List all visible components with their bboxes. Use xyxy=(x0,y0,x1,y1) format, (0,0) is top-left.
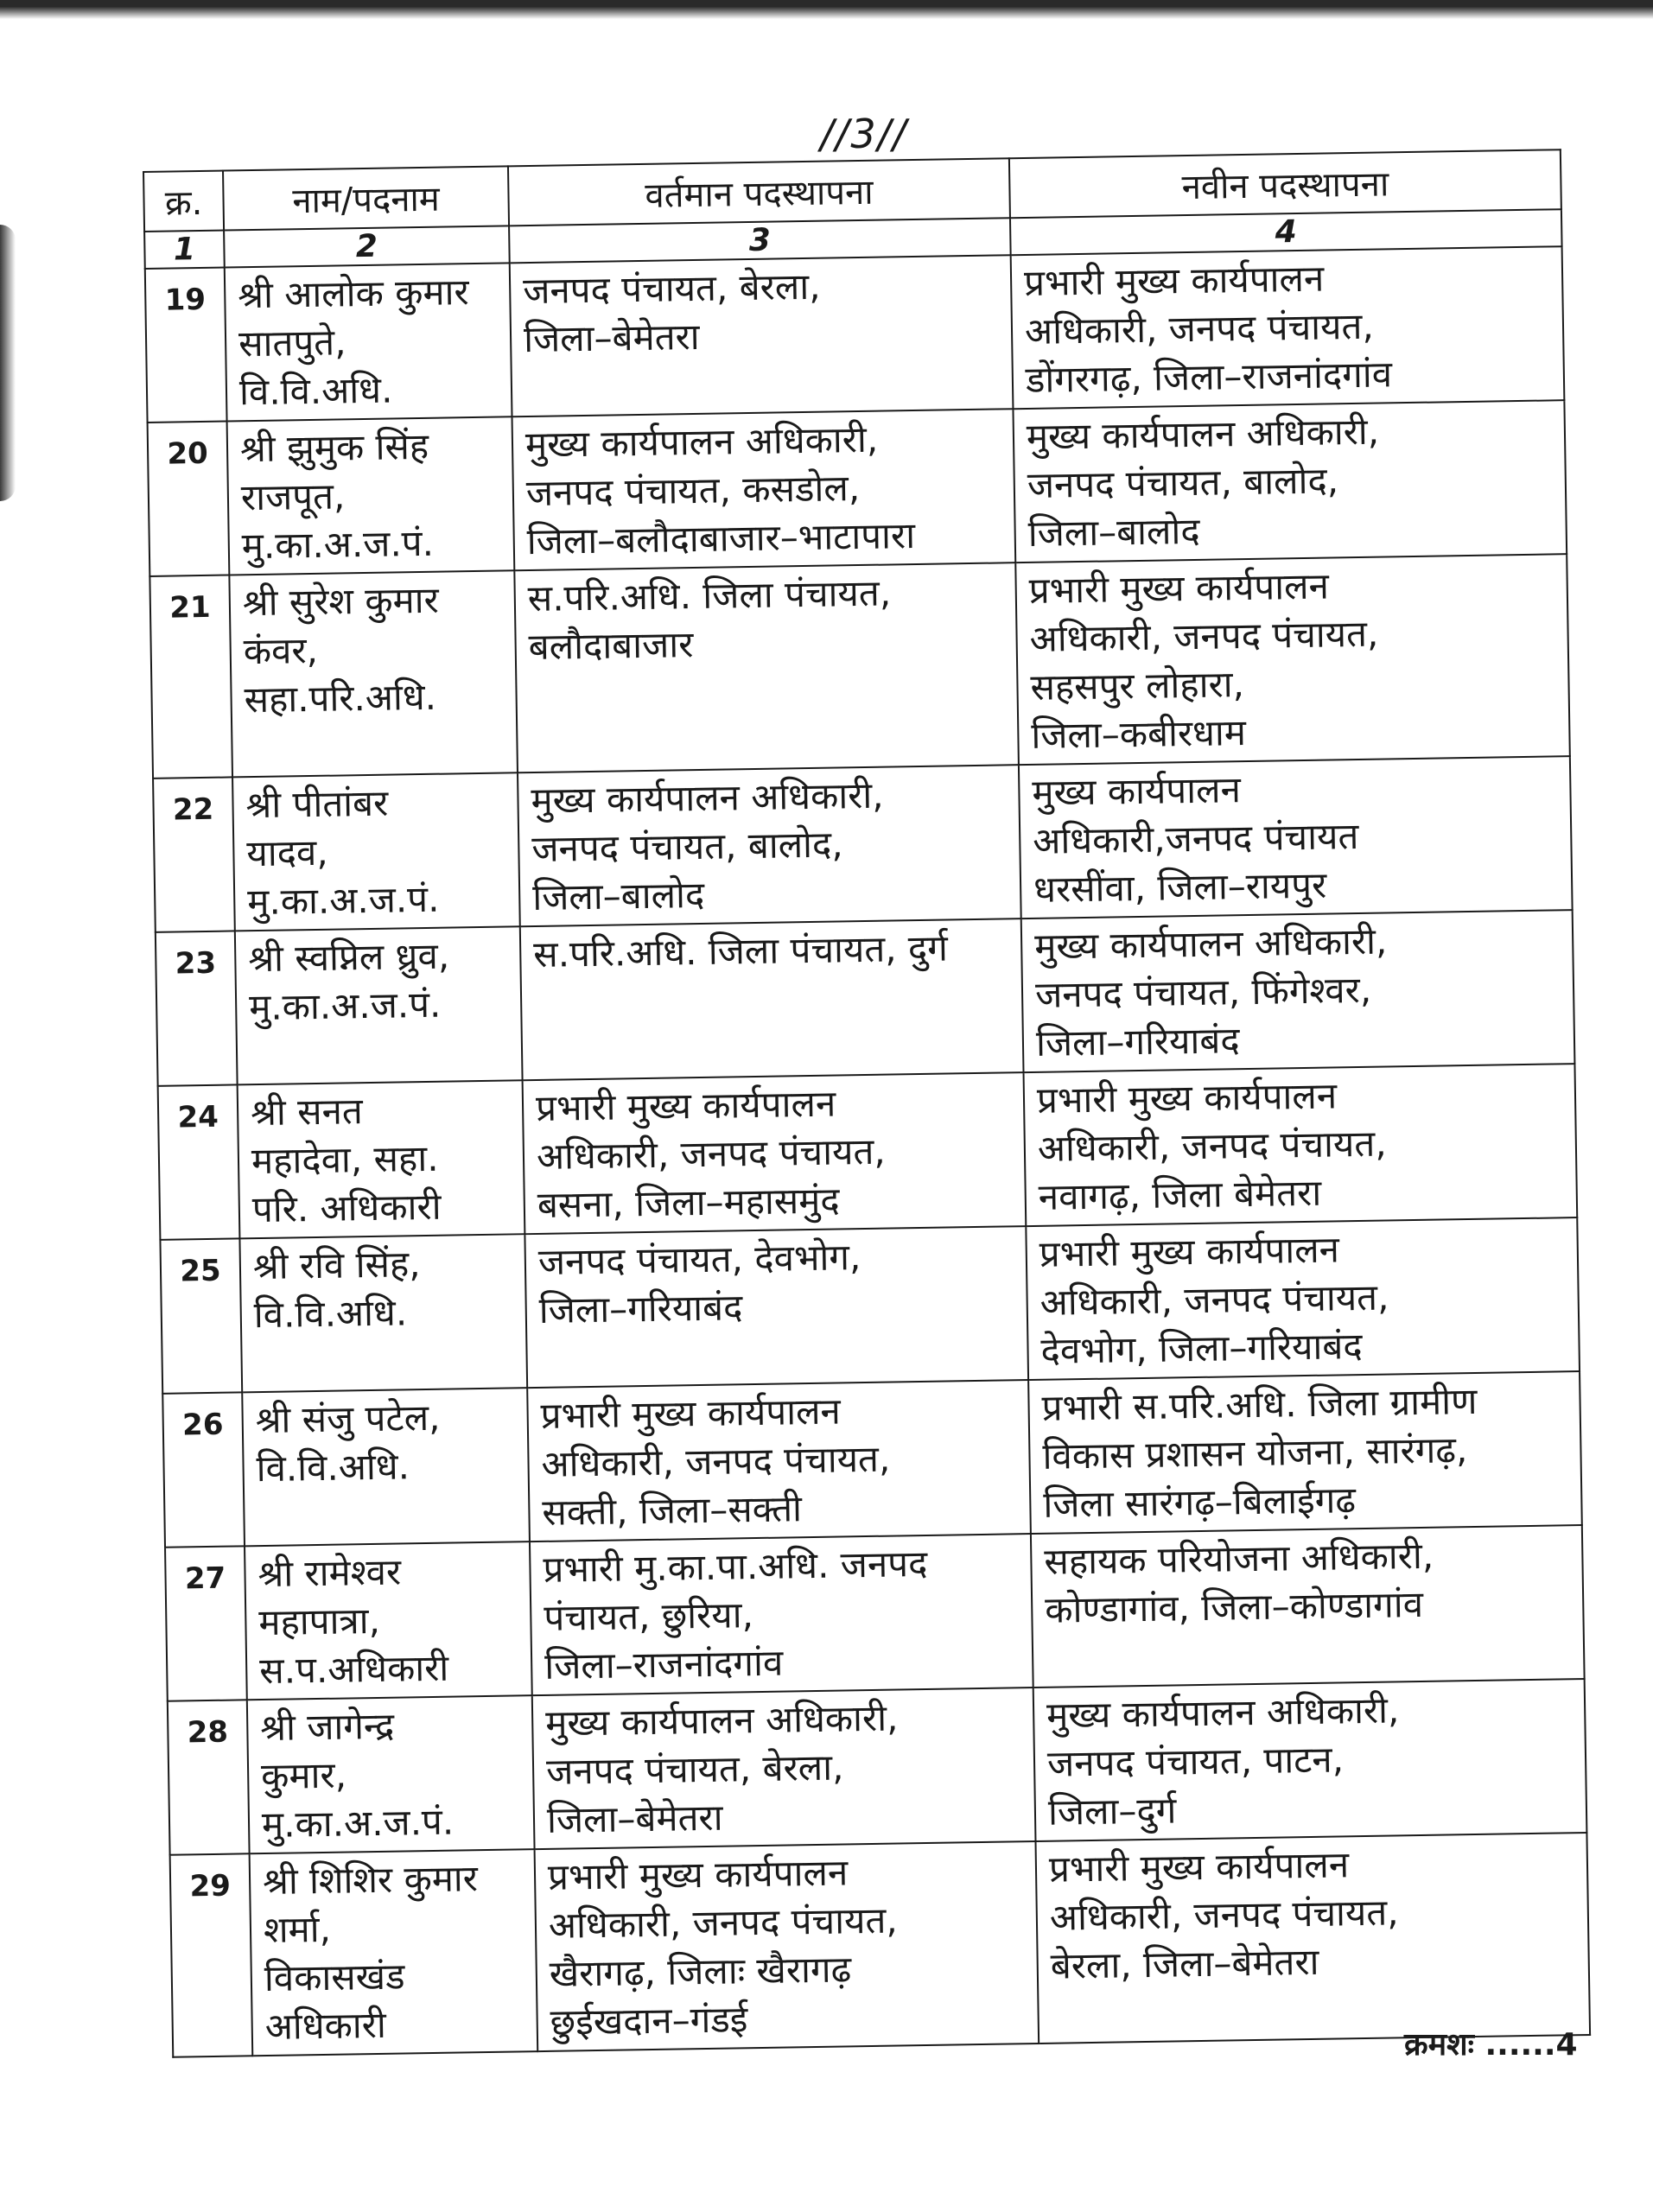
serial-number: 29 xyxy=(170,1853,253,2056)
officer-name-cell xyxy=(235,926,523,1084)
current-posting-line: प्रभारी मुख्य कार्यपालन xyxy=(540,1389,842,1437)
new-posting-line: सहसपुर लोहारा, xyxy=(1030,663,1245,709)
new-posting-line: जिला–दुर्ग xyxy=(1047,1789,1177,1834)
new-posting-line: जिला–गरियाबंद xyxy=(1035,1019,1240,1065)
current-posting-line: अधिकारी, जनपद पंचायत, xyxy=(548,1898,899,1947)
new-posting-cell xyxy=(1021,910,1575,1072)
new-posting-line: जनपद पंचायत, पाटन, xyxy=(1046,1738,1345,1785)
new-posting-cell xyxy=(1031,1525,1585,1688)
current-posting-line: बसना, जिला–महासमुंद xyxy=(537,1179,840,1226)
table-row xyxy=(145,246,1565,423)
current-posting-line: मुख्य कार्यपालन अधिकारी, xyxy=(525,417,879,467)
table-row xyxy=(156,910,1575,1086)
table-body xyxy=(145,246,1590,2057)
table-row xyxy=(162,1371,1582,1548)
table-row xyxy=(165,1525,1585,1701)
current-posting-line: जनपद पंचायत, कसडोल, xyxy=(525,467,861,515)
current-posting-line: जिला–बलौदाबाजार–भाटापारा xyxy=(526,514,916,563)
table-row xyxy=(168,1679,1587,1855)
officer-name-line: श्री रामेश्वर xyxy=(257,1550,402,1596)
new-posting-line: अधिकारी, जनपद पंचायत, xyxy=(1049,1891,1399,1939)
new-posting-cell xyxy=(1035,1833,1590,2044)
current-posting-cell xyxy=(535,1841,1039,2051)
table-row xyxy=(149,554,1569,779)
new-posting-line: जनपद पंचायत, बालोद, xyxy=(1027,459,1339,506)
officer-name-line: श्री संजु पटेल, xyxy=(255,1395,441,1442)
new-posting-line: प्रभारी मुख्य कार्यपालन xyxy=(1023,257,1325,304)
officer-name-line: परि. अधिकारी xyxy=(251,1185,442,1231)
officer-name-cell xyxy=(242,1388,530,1546)
current-posting-cell xyxy=(510,255,1014,416)
current-posting-cell xyxy=(514,563,1019,772)
new-posting-cell xyxy=(1028,1371,1582,1534)
current-posting-cell xyxy=(527,1380,1031,1541)
new-posting-line: नवागढ़, जिला बेमेतरा xyxy=(1038,1171,1322,1218)
officer-name-cell xyxy=(225,263,512,421)
new-posting-line: डोंगरगढ़, जिला–राजनांदगांव xyxy=(1025,353,1393,401)
new-posting-line: सहायक परियोजना अधिकारी, xyxy=(1044,1534,1434,1583)
officer-name-cell xyxy=(247,1695,535,1853)
new-posting-line: विकास प्रशासन योजना, सारंगढ़, xyxy=(1042,1428,1468,1478)
new-posting-cell xyxy=(1019,756,1573,918)
new-posting-line: प्रभारी मुख्य कार्यपालन xyxy=(1036,1074,1338,1122)
serial-number: 21 xyxy=(149,575,232,778)
new-posting-line: जिला सारंगढ़–बिलाईगढ़ xyxy=(1042,1478,1357,1526)
officer-name-cell xyxy=(245,1541,532,1700)
officer-name-cell xyxy=(229,570,518,777)
officer-name-cell xyxy=(239,1234,527,1392)
officer-name-line: महादेवा, सहा. xyxy=(251,1136,439,1183)
officer-name-line: राजपूत, xyxy=(240,474,346,519)
column-number: 1 xyxy=(144,231,225,269)
new-posting-line: कोण्डागांव, जिला–कोण्डागांव xyxy=(1044,1582,1424,1631)
page-edge-shadow-top xyxy=(0,0,1653,19)
officer-name-line: कुमार, xyxy=(260,1753,347,1798)
officer-name-line: वि.वि.अधि. xyxy=(256,1445,410,1491)
officer-name-line: सातपुते, xyxy=(238,321,346,365)
serial-number: 19 xyxy=(145,268,227,423)
serial-number: 22 xyxy=(153,777,235,931)
officer-name-cell xyxy=(238,1080,525,1238)
table-row xyxy=(153,756,1573,932)
officer-name-cell xyxy=(227,416,515,575)
column-number: 3 xyxy=(509,218,1011,263)
page-edge-shadow-left xyxy=(0,225,16,501)
officer-name-line: श्री सुरेश कुमार xyxy=(242,578,440,625)
officer-name-line: वि.वि.अधि. xyxy=(238,368,393,414)
current-posting-line: स.परि.अधि. जिला पंचायत, xyxy=(527,571,892,620)
officer-name-line: अधिकारी xyxy=(264,2003,387,2049)
serial-number: 25 xyxy=(160,1238,242,1393)
officer-name-line: सहा.परि.अधि. xyxy=(244,675,437,721)
new-posting-cell xyxy=(1026,1217,1580,1380)
new-posting-line: मुख्य कार्यपालन अधिकारी, xyxy=(1026,410,1380,458)
current-posting-cell xyxy=(518,765,1021,926)
table-row xyxy=(148,400,1567,576)
current-posting-cell xyxy=(530,1534,1033,1695)
new-posting-line: जिला–बालोद xyxy=(1027,509,1200,555)
current-posting-line: जनपद पंचायत, बालोद, xyxy=(531,823,843,871)
officer-name-line: मु.का.अ.ज.पं. xyxy=(261,1800,455,1847)
new-posting-line: मुख्य कार्यपालन अधिकारी, xyxy=(1033,919,1388,968)
officer-name-line: स.प.अधिकारी xyxy=(258,1646,449,1693)
officer-name-line: श्री स्वप्निल ध्रुव, xyxy=(247,934,450,981)
current-posting-line: जिला–बालोद xyxy=(531,873,705,919)
new-posting-line: अधिकारी, जनपद पंचायत, xyxy=(1024,304,1375,353)
current-posting-line: प्रभारी मुख्य कार्यपालन xyxy=(535,1082,836,1129)
serial-number: 26 xyxy=(162,1392,245,1547)
current-posting-cell xyxy=(523,1072,1027,1234)
current-posting-line: जिला–बेमेतरा xyxy=(546,1796,723,1841)
current-posting-line: जिला–गरियाबंद xyxy=(538,1286,743,1332)
header-name: नाम/पदनाम xyxy=(223,166,509,230)
new-posting-line: अधिकारी,जनपद पंचायत xyxy=(1032,814,1359,862)
new-posting-cell xyxy=(1013,400,1567,563)
new-posting-line: प्रभारी स.परि.अधि. जिला ग्रामीण xyxy=(1041,1379,1478,1429)
current-posting-cell xyxy=(532,1688,1036,1849)
officer-name-line: शर्मा, xyxy=(263,1907,332,1952)
officer-name-line: श्री झुमुक सिंह xyxy=(239,424,429,471)
officer-name-line: मु.का.अ.ज.पं. xyxy=(248,982,442,1029)
new-posting-line: जिला–कबीरधाम xyxy=(1031,711,1247,757)
serial-number: 28 xyxy=(168,1700,250,1854)
new-posting-cell xyxy=(1033,1679,1587,1841)
current-posting-line: जिला–राजनांदगांव xyxy=(544,1641,784,1688)
current-posting-line: प्रभारी मुख्य कार्यपालन xyxy=(547,1851,849,1898)
serial-number: 27 xyxy=(165,1546,247,1700)
current-posting-line: पंचायत, छुरिया, xyxy=(543,1593,754,1639)
current-posting-line: बलौदाबाजार xyxy=(528,623,694,669)
new-posting-line: देवभोग, जिला–गरियाबंद xyxy=(1040,1324,1363,1372)
new-posting-line: जनपद पंचायत, फिंगेश्वर, xyxy=(1034,968,1372,1016)
current-posting-line: प्रभारी मु.का.पा.अधि. जनपद xyxy=(543,1541,928,1591)
page-number: //3// xyxy=(820,111,908,157)
current-posting-cell xyxy=(512,409,1016,570)
new-posting-cell xyxy=(1011,246,1565,409)
officer-name-line: मु.का.अ.ज.पं. xyxy=(246,877,440,924)
officer-name-line: श्री सनत xyxy=(250,1090,364,1135)
current-posting-line: मुख्य कार्यपालन अधिकारी, xyxy=(531,773,884,823)
current-posting-line: जनपद पंचायत, बेरला, xyxy=(545,1745,844,1793)
current-posting-line: अधिकारी, जनपद पंचायत, xyxy=(536,1129,887,1178)
officer-name-line: मु.का.अ.ज.पं. xyxy=(241,521,435,568)
officer-name-line: श्री जागेन्द्र xyxy=(259,1704,395,1750)
officer-name-line: वि.वि.अधि. xyxy=(253,1291,408,1337)
new-posting-line: अधिकारी, जनपद पंचायत, xyxy=(1039,1275,1389,1324)
new-posting-line: प्रभारी मुख्य कार्यपालन xyxy=(1039,1228,1340,1275)
current-posting-line: अधिकारी, जनपद पंचायत, xyxy=(541,1437,891,1485)
current-posting-line: सक्ती, जिला–सक्ती xyxy=(542,1487,803,1534)
officer-name-line: महापात्रा, xyxy=(258,1599,381,1644)
current-posting-line: मुख्य कार्यपालन अधिकारी, xyxy=(544,1696,899,1745)
new-posting-line: मुख्य कार्यपालन अधिकारी, xyxy=(1046,1688,1400,1737)
current-posting-cell xyxy=(520,918,1024,1080)
serial-number: 24 xyxy=(158,1084,240,1239)
new-posting-line: अधिकारी, जनपद पंचायत, xyxy=(1029,612,1379,660)
officer-name-line: श्री शिशिर कुमार xyxy=(262,1857,479,1904)
serial-number: 23 xyxy=(156,931,238,1085)
current-posting-line: जिला–बेमेतरा xyxy=(523,315,700,361)
column-number: 4 xyxy=(1010,209,1562,255)
header-serial: क्र. xyxy=(143,171,224,232)
current-posting-line: जनपद पंचायत, बेरला, xyxy=(522,264,821,313)
continued-note: क्रमशः ......4 xyxy=(1404,2027,1578,2063)
current-posting-cell xyxy=(525,1226,1028,1388)
current-posting-line: स.परि.अधि. जिला पंचायत, दुर्ग xyxy=(532,926,949,976)
table-row xyxy=(158,1064,1578,1240)
new-posting-cell xyxy=(1015,554,1570,765)
new-posting-line: मुख्य कार्यपालन xyxy=(1032,768,1242,814)
header-new-posting: नवीन पदस्थापना xyxy=(1009,149,1561,218)
serial-number: 20 xyxy=(148,422,230,576)
header-current-posting: वर्तमान पदस्थापना xyxy=(508,158,1010,226)
officer-name-line: यादव, xyxy=(246,830,329,875)
officer-name-line: श्री पीतांबर xyxy=(245,781,389,827)
officer-name-cell xyxy=(250,1849,538,2056)
officer-name-line: कंवर, xyxy=(243,628,319,673)
new-posting-cell xyxy=(1024,1064,1578,1226)
current-posting-line: जनपद पंचायत, देवभोग, xyxy=(537,1236,861,1283)
table-row xyxy=(170,1833,1590,2057)
new-posting-line: प्रभारी मुख्य कार्यपालन xyxy=(1048,1843,1350,1891)
transfer-table xyxy=(143,149,1591,2058)
new-posting-line: अधिकारी, जनपद पंचायत, xyxy=(1037,1122,1387,1170)
current-posting-line: छुईखदान–गंडई xyxy=(550,1998,748,2044)
officer-name-line: श्री आलोक कुमार xyxy=(237,270,469,317)
officer-name-cell xyxy=(232,772,520,931)
new-posting-line: बेरला, जिला–बेमेतरा xyxy=(1050,1940,1319,1987)
new-posting-line: धरसींवा, जिला–रायपुर xyxy=(1033,863,1327,911)
new-posting-line: प्रभारी मुख्य कार्यपालन xyxy=(1028,564,1330,612)
table-row xyxy=(160,1217,1580,1394)
officer-name-line: विकासखंड xyxy=(264,1955,405,2000)
column-number: 2 xyxy=(224,226,510,267)
current-posting-line: खैरागढ़, जिलाः खैरागढ़ xyxy=(549,1948,852,1995)
officer-name-line: श्री रवि सिंह, xyxy=(252,1243,421,1288)
